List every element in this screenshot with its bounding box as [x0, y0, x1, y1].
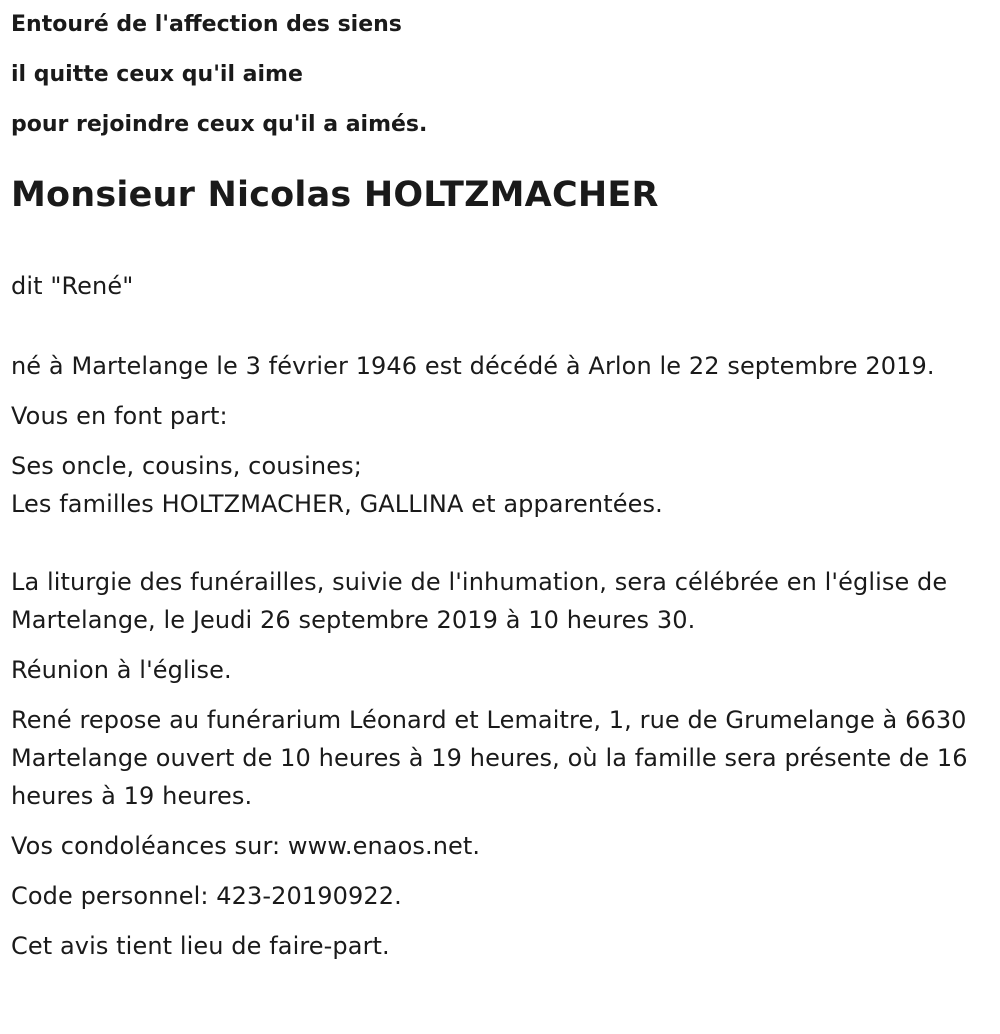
epitaph-line-3: pour rejoindre ceux qu'il a aimés. [11, 112, 428, 137]
birth-death-details: né à Martelange le 3 février 1946 est décédé à Arlon le 22 septembre 2019. [11, 352, 935, 380]
obituary-notice [11, 0, 991, 965]
funeral-home-info: René repose au funérarium Léonard et Lemaitre, 1, rue de Grumelange à 6630 Martelange ouvert de 10 heures à 19 heures, où la famille sera présente de 16 heures à 19 heures. [11, 706, 968, 810]
epitaph-line-2: il quitte ceux qu'il aime [11, 62, 303, 87]
deceased-name: Monsieur Nicolas HOLTZMACHER [11, 175, 659, 215]
liturgy-details: La liturgie des funérailles, suivie de l'inhumation, sera célébrée en l'église de Martelange, le Jeudi 26 septembre 2019 à 10 heures 30. [11, 568, 948, 634]
personal-code: Code personnel: 423-20190922. [11, 882, 402, 910]
family-line: Les familles HOLTZMACHER, GALLINA et apparentées. [11, 490, 663, 518]
announcement-intro: Vous en font part: [11, 402, 228, 430]
notice-statement: Cet avis tient lieu de faire-part. [11, 932, 390, 960]
family-line: Ses oncle, cousins, cousines; [11, 452, 362, 480]
meeting-info: Réunion à l'église. [11, 656, 232, 684]
epitaph-line-1: Entouré de l'affection des siens [11, 12, 402, 37]
nickname: dit "René" [11, 272, 134, 300]
condolences-info: Vos condoléances sur: www.enaos.net. [11, 832, 481, 860]
family-list [11, 447, 991, 523]
